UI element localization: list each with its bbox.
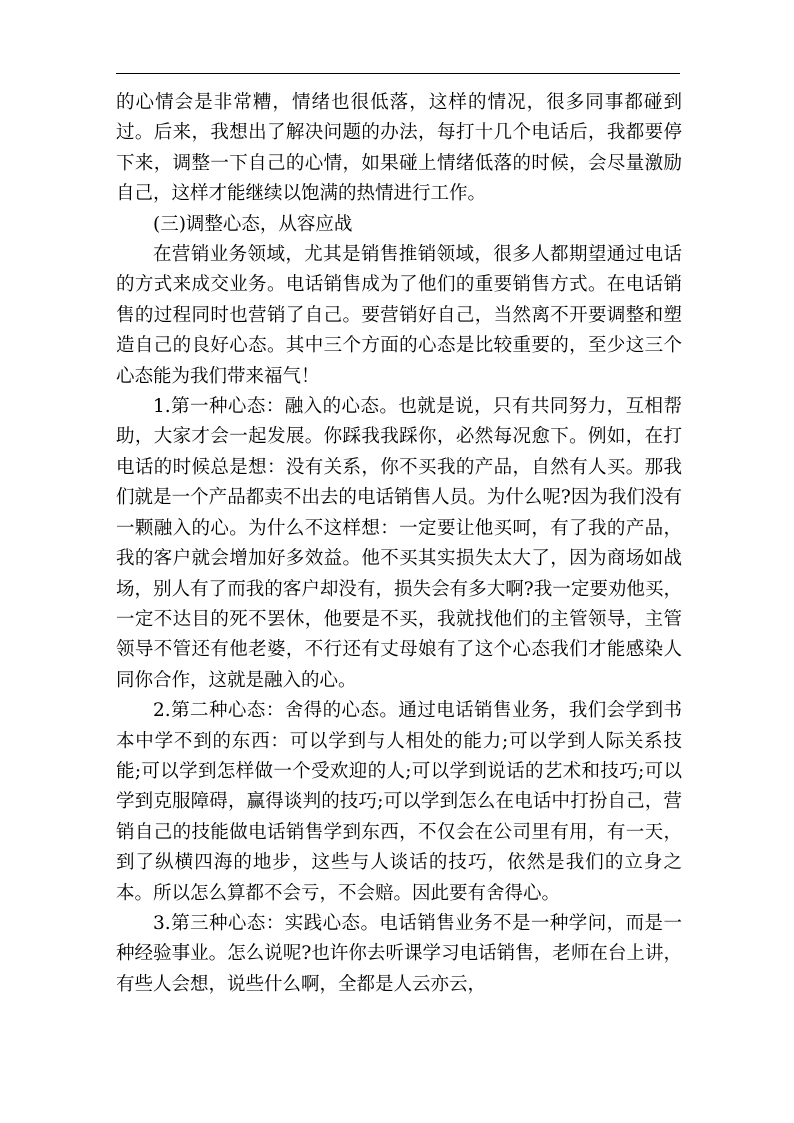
paragraph-intro: 在营销业务领域，尤其是销售推销领域，很多人都期望通过电话的方式来成交业务。电话销售成为了他们的重要销售方式。在电话销售的过程同时也营销了自己。要营销好自己，当然离不开要调整和塑造自己的良好心态。其中三个方面的心态是比较重要的，至少这三个心态能为我们带来福气！ <box>116 244 682 387</box>
section-heading: (三)调整心态，从容应战 <box>153 213 353 235</box>
header-rule <box>116 73 680 74</box>
paragraph-mindset-1: 1.第一种心态：融入的心态。也就是说，只有共同努力，互相帮助，大家才会一起发展。你踩我我踩你，必然每况愈下。例如，在打电话的时候总是想：没有关系，你不买我的产品，自然有人买。那我们就是一个产品都卖不出去的电话销售人员。为什么呢?因为我们没有一颗融入的心。为什么不这样想：一定要让他买呵，有了我的产品，我的客户就会增加好多效益。他不买其实损失太大了，因为商场如战场，别人有了而我的客户却没有，损失会有多大啊?我一定要劝他买，一定不达目的死不罢休，他要是不买，我就找他们的主管领导，主管领导不管还有他老婆，不行还有丈母娘有了这个心态我们才能感染人同你合作，这就是融入的心。 <box>116 396 682 691</box>
body-text <box>116 88 682 1000</box>
paragraph-mindset-2: 2.第二种心态：舍得的心态。通过电话销售业务，我们会学到书本中学不到的东西：可以学到与人相处的能力;可以学到人际关系技能;可以学到怎样做一个受欢迎的人;可以学到说话的艺术和技巧;可以学到克服障碍，赢得谈判的技巧;可以学到怎么在电话中打扮自己，营销自己的技能做电话销售学到东西，不仅会在公司里有用，有一天，到了纵横四海的地步，这些与人谈话的技巧，依然是我们的立身之本。所以怎么算都不会亏，不会赔。因此要有舍得心。 <box>116 700 682 904</box>
paragraph-continuation: 的心情会是非常糟，情绪也很低落，这样的情况，很多同事都碰到过。后来，我想出了解决问题的办法，每打十几个电话后，我都要停下来，调整一下自己的心情，如果碰上情绪低落的时候，会尽量激励自己，这样才能继续以饱满的热情进行工作。 <box>116 92 682 205</box>
paragraph-mindset-3: 3.第三种心态：实践心态。电话销售业务不是一种学问，而是一种经验事业。怎么说呢?也许你去听课学习电话销售，老师在台上讲，有些人会想，说些什么啊，全都是人云亦云， <box>116 912 682 995</box>
